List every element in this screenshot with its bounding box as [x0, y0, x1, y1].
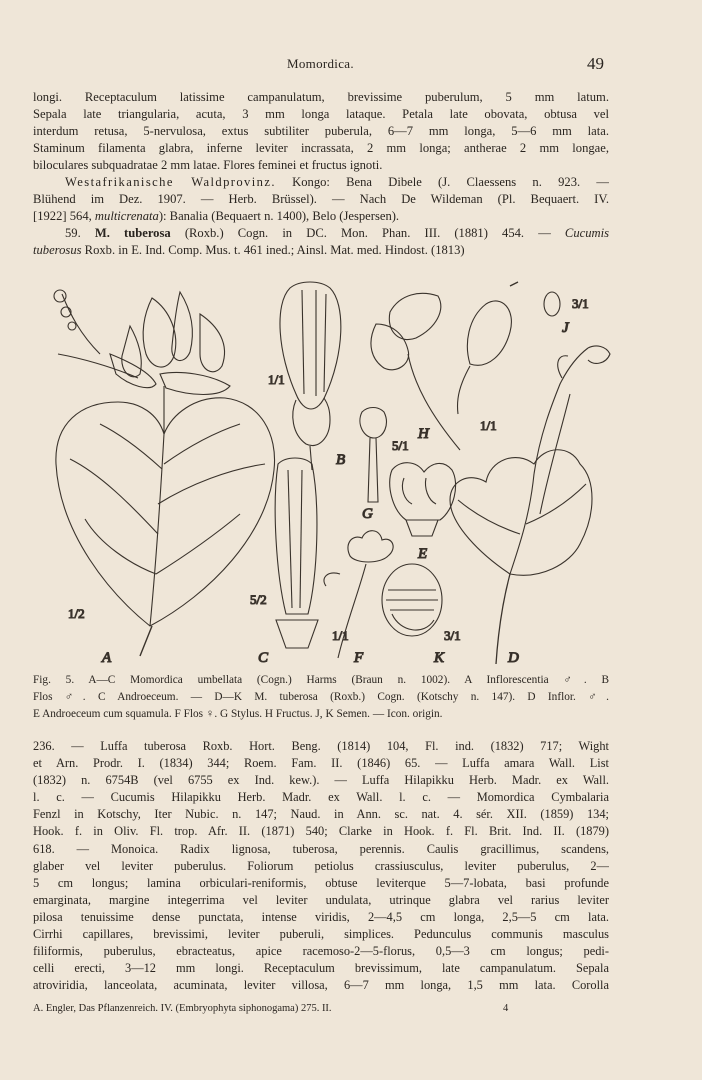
- text-line: l. c. — Cucumis Hilapikku Herb. Madr. ex Wall. l. c. — Momordica Cymbalaria: [33, 790, 609, 805]
- text-line: interdum retusa, 5-nervulosa, extus subtiliter puberula, 6—7 mm longa, 5—6 mm lata.: [33, 124, 609, 139]
- figure-caption: [33, 672, 609, 723]
- upper-paragraph: [33, 89, 609, 174]
- illustration-a-leaf: [56, 398, 275, 656]
- figure-label-e: E: [418, 546, 428, 562]
- illustration-k-seed: [382, 564, 442, 636]
- scale-label: 1/1: [268, 372, 285, 387]
- scale-label: 5/2: [250, 592, 267, 607]
- caption-line: Flos ♂. C Androeceum. — D—K M. tuberosa (Roxb.) Cogn. (Kotschy n. 147). D Inflor. ♂.: [33, 691, 609, 703]
- lower-paragraph: [33, 738, 609, 994]
- botanical-illustration: [40, 274, 625, 670]
- scale-label: 1/2: [68, 606, 85, 621]
- figure-label-d: D: [508, 650, 519, 666]
- figure-label-k: K: [434, 650, 445, 666]
- distribution-line: Blühend im Dez. 1907. — Herb. Brüssel). — Nach De Wildeman (Pl. Bequaert. IV.: [33, 192, 609, 207]
- text-line: filiformis, puberulus, ebracteatus, apice racemoso-2—5-florus, 0,5—3 cm longus; pedi-: [33, 944, 609, 959]
- distribution-line: [1922] 564, multicrenata): Banalia (Bequaert n. 1400), Belo (Jespersen).: [33, 209, 400, 224]
- caption-line: Fig. 5. A—C Momordica umbellata (Cogn.) Harms (Braun n. 1002). A Inflorescentia ♂. B: [33, 674, 609, 686]
- figure-label-f: F: [354, 650, 364, 666]
- text-line: Staminum filamenta glabra, inferne leviter incrassata, 2 mm longa; antherae 2 mm longae,: [33, 141, 609, 156]
- illustration-d-inflorescence: [450, 346, 610, 664]
- page-number: 49: [587, 54, 604, 73]
- text-line: Sepala late triangularia, acuta, 3 mm longa lataque. Petala late obovata, obtusa vel: [33, 107, 609, 122]
- species-number: 59.: [65, 226, 81, 240]
- text-line: emarginata, margine integerrima vel leviter undulata, utrinque glabra vel rarius leviter: [33, 892, 609, 907]
- distribution-line: [33, 174, 609, 191]
- running-title: Momordica.: [287, 56, 354, 71]
- signature-mark: 4: [503, 1003, 509, 1014]
- variety-name: multicrenata: [94, 209, 159, 224]
- figure-label-a: A: [102, 650, 112, 666]
- figure-label-g: G: [362, 506, 373, 522]
- species-line: tuberosus Roxb. in E. Ind. Comp. Mus. t. 461 ined.; Ainsl. Mat. med. Hindost. (1813): [33, 243, 465, 258]
- text-line: pilosa tenuissime dense punctata, intense viridis, 2—4,5 cm longa, 2,5—5 cm lata.: [33, 909, 609, 924]
- illustration-e-androeceum: [390, 463, 456, 536]
- text-line: 236. — Luffa tuberosa Roxb. Hort. Beng. (1814) 104, Fl. ind. (1832) 717; Wight: [33, 739, 609, 753]
- distribution-paragraph: [33, 174, 609, 225]
- figure-label-c: C: [258, 650, 269, 666]
- figure-label-h: H: [418, 426, 429, 442]
- illustration-c-androeceum: [275, 458, 318, 648]
- scale-label: 5/1: [392, 438, 409, 453]
- text-line: 5 cm longus; lamina orbiculari-reniformis, obtuse leviterque 5—7-lobata, basi profunde: [33, 875, 609, 890]
- text-line: 618. — Monoica. Radix lignosa, tuberosa, perennis. Caulis gracillimus, scandens,: [33, 841, 609, 856]
- text-line: atroviridia, lanceolata, acuminata, leviter villosa, 6—7 mm longa, 1,5 mm lata. Corolla: [33, 978, 609, 993]
- distribution-text: Kongo: Bena Dibele (J. Claessens n. 923. —: [292, 175, 609, 189]
- scale-label: 1/1: [480, 418, 497, 433]
- text-line: Hook. f. in Oliv. Fl. trop. Afr. II. (1871) 540; Clarke in Hook. f. Fl. Brit. Ind. II. (1879): [33, 824, 609, 839]
- caption-line: E Androeceum cum squamula. F Flos ♀. G Stylus. H Fructus. J, K Semen. — Icon. origin.: [33, 708, 443, 720]
- footer-reference: A. Engler, Das Pflanzenreich. IV. (Embryophyta siphonogama) 275. II.: [33, 1003, 332, 1014]
- text-line: biloculares subquadratae 2 mm latae. Flores feminei et fructus ignoti.: [33, 158, 383, 173]
- scale-label: 1/1: [332, 628, 349, 643]
- page-footer: [33, 1003, 609, 1019]
- region-name: Westafrikanische Waldprovinz.: [65, 175, 276, 189]
- illustration-a-flowers: [54, 290, 230, 434]
- text-line: Fenzl in Kotschy, Iter Nubic. n. 147; Naud. in Ann. sc. nat. 4. sér. XII. (1859) 134;: [33, 807, 609, 822]
- page-header: [0, 54, 702, 76]
- scale-label: 3/1: [572, 296, 589, 311]
- illustration-b-flower: [280, 282, 341, 470]
- text-line: glaber vel leviter puberulus. Foliorum petiolus crassiusculus, leviter puberulus, 2—: [33, 858, 609, 873]
- figure-label-b: B: [336, 452, 346, 468]
- text-line: et Arn. Prodr. I. (1834) 344; Roem. Fam. II. (1846) 65. — Luffa amara Wall. List: [33, 756, 609, 771]
- text-line: longi. Receptaculum latissime campanulatum, brevissime puberulum, 5 mm latum.: [33, 90, 609, 104]
- illustration-j-seed: [544, 292, 560, 316]
- text-line: (1832) n. 6754B (vel 6755 ex Ind. kew.). — Luffa Hilapikku Herb. Madr. ex Wall.: [33, 773, 609, 788]
- illustration-g-stylus: [360, 408, 386, 503]
- scale-label: 3/1: [444, 628, 461, 643]
- species-name: M. tuberosa: [94, 226, 171, 240]
- botanical-figure: [40, 274, 625, 670]
- text-line: Cirrhi capillares, brevissimi, leviter puberuli, simplices. Pedunculus communis masculus: [33, 927, 609, 942]
- species-heading: [33, 225, 609, 259]
- figure-label-j: J: [562, 320, 569, 336]
- species-line: 59. M. tuberosa (Roxb.) Cogn. in DC. Mon. Phan. III. (1881) 454. — Cucumis: [33, 225, 609, 242]
- text-line: celli erecti, 3—12 mm longi. Receptaculum brevissimum, late campanulatum. Sepala: [33, 961, 609, 976]
